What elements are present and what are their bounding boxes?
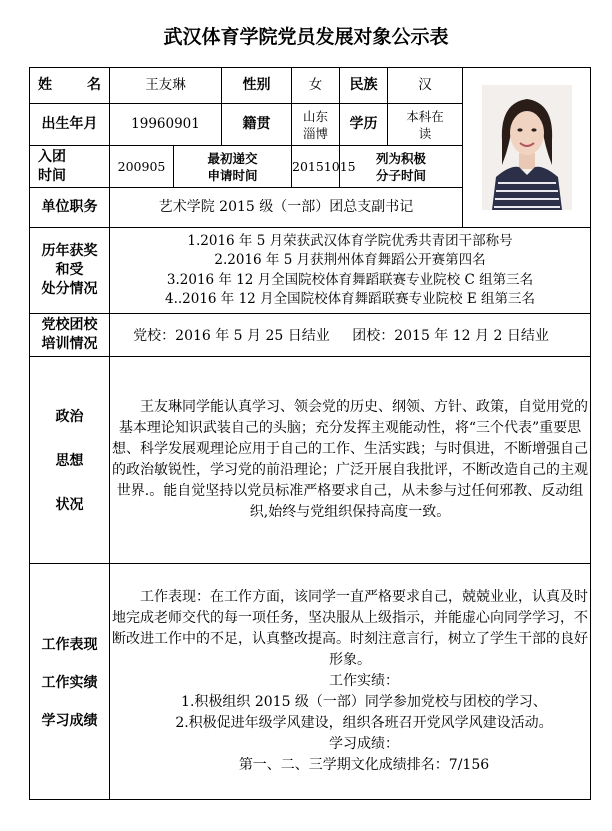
league-label-2: 时间 — [38, 167, 66, 184]
education-value-1: 本科在 — [406, 108, 444, 124]
training-label-1: 党校团校 — [41, 317, 98, 333]
league-school-info: 团校：2015 年 12 月 2 日结业 — [352, 328, 549, 344]
position-label: 单位职务 — [30, 188, 110, 228]
league-time-label-cell — [30, 146, 110, 188]
study-rank: 第一、二、三学期文化成绩排名：7/156 — [238, 757, 490, 773]
apply-value: 20151015 — [292, 146, 340, 188]
political-text-cell — [110, 357, 591, 564]
work-achievement-title: 工作实绩： — [329, 673, 399, 689]
work-achievement-1: 1.积极组织 2015 级（一部）同学参加党校与团校的学习、 — [181, 694, 547, 710]
work-label-1: 工作表现 — [41, 636, 98, 653]
birth-value: 19960901 — [110, 104, 222, 146]
apply-time-label-cell — [174, 146, 292, 188]
education-value-cell — [388, 104, 463, 146]
origin-value-1: 山东 — [302, 108, 328, 124]
work-label-2: 工作实绩 — [41, 674, 98, 691]
ethnicity-label: 民族 — [340, 68, 388, 104]
activist-label-2: 分子时间 — [375, 167, 426, 183]
awards-label-2: 和受 — [55, 262, 84, 278]
league-label-1: 入团 — [38, 148, 66, 165]
activist-time-label-cell — [340, 146, 463, 188]
work-performance: 工作表现：在工作方面，该同学一直严格要求自己，兢兢业业，认真及时地完成老师交代的每一项任务，坚决服从上级指示，并能虚心向同学学习，不断改进工作中的不足，认真整改提高。时刻注意言行，树立了学生干部的良好形象。 — [112, 589, 588, 668]
apply-label-1: 最初递交 — [207, 150, 258, 166]
gender-value: 女 — [292, 68, 340, 104]
photo-cell — [463, 68, 591, 228]
ethnicity-value: 汉 — [388, 68, 463, 104]
awards-label-cell — [30, 228, 110, 314]
training-label-2: 培训情况 — [41, 336, 98, 352]
apply-label-2: 申请时间 — [207, 167, 258, 183]
position-value: 艺术学院 2015 级（一部）团总支副书记 — [110, 188, 463, 228]
award-item: 2.2016 年 5 月获荆州体育舞蹈公开赛第四名 — [214, 252, 486, 268]
work-text-cell — [110, 564, 591, 800]
study-title: 学习成绩： — [329, 736, 399, 752]
party-school-info: 党校：2016 年 5 月 25 日结业 — [133, 328, 330, 344]
work-label-cell — [30, 564, 110, 800]
awards-list — [110, 228, 591, 314]
political-label-3: 状况 — [55, 497, 84, 513]
birth-label: 出生年月 — [30, 104, 110, 146]
origin-label: 籍贯 — [222, 104, 292, 146]
training-info — [110, 314, 591, 357]
name-label-1: 姓 — [38, 77, 52, 93]
activist-label-1: 列为积极 — [375, 150, 426, 166]
page-title: 武汉体育学院党员发展对象公示表 — [163, 26, 449, 48]
award-item: 3.2016 年 12 月全国院校体育舞蹈联赛专业院校 C 组第三名 — [166, 271, 534, 288]
name-label-cell — [30, 68, 110, 104]
awards-label-3: 处分情况 — [41, 281, 98, 297]
publicity-form — [29, 67, 591, 800]
name-value: 王友琳 — [110, 68, 222, 104]
award-item: 4..2016 年 12 月全国院校体育舞蹈联赛专业院校 E 组第三名 — [164, 291, 536, 307]
political-label-cell — [30, 357, 110, 564]
gender-label: 性别 — [222, 68, 292, 104]
education-label: 学历 — [340, 104, 388, 146]
political-label-2: 思想 — [55, 453, 84, 469]
applicant-photo — [482, 85, 572, 210]
political-label-1: 政治 — [55, 409, 84, 425]
political-text: 王友琳同学能认真学习、领会党的历史、纲领、方针、政策，自觉用党的基本理论知识武装自己的头脑；充分发挥主观能动性，将“三个代表”重要思想、科学发展观理论应用于自己的工作、生活实践；与时俱进，不断增强自己的政治敏锐性，学习党的前沿理论；广泛开展自我批评，不断改造自己的主观世界.。能自觉坚持以党员标准严格要求自己，从未参与过任何邪教、反动组织,始终与党组织保持高度一致。 — [112, 399, 588, 520]
origin-value-2: 淄博 — [302, 125, 328, 141]
award-item: 1.2016 年 5 月荣获武汉体育学院优秀共青团干部称号 — [187, 232, 513, 249]
training-label-cell — [30, 314, 110, 357]
name-label-2: 名 — [87, 77, 101, 93]
work-achievement-2: 2.积极促进年级学风建设，组织各班召开党风学风建设活动。 — [175, 715, 553, 731]
education-value-2: 读 — [418, 125, 432, 141]
league-value: 200905 — [110, 146, 174, 188]
portrait-image — [482, 85, 572, 210]
origin-value-cell — [292, 104, 340, 146]
awards-label-1: 历年获奖 — [41, 243, 98, 259]
work-label-3: 学习成绩 — [41, 712, 98, 729]
